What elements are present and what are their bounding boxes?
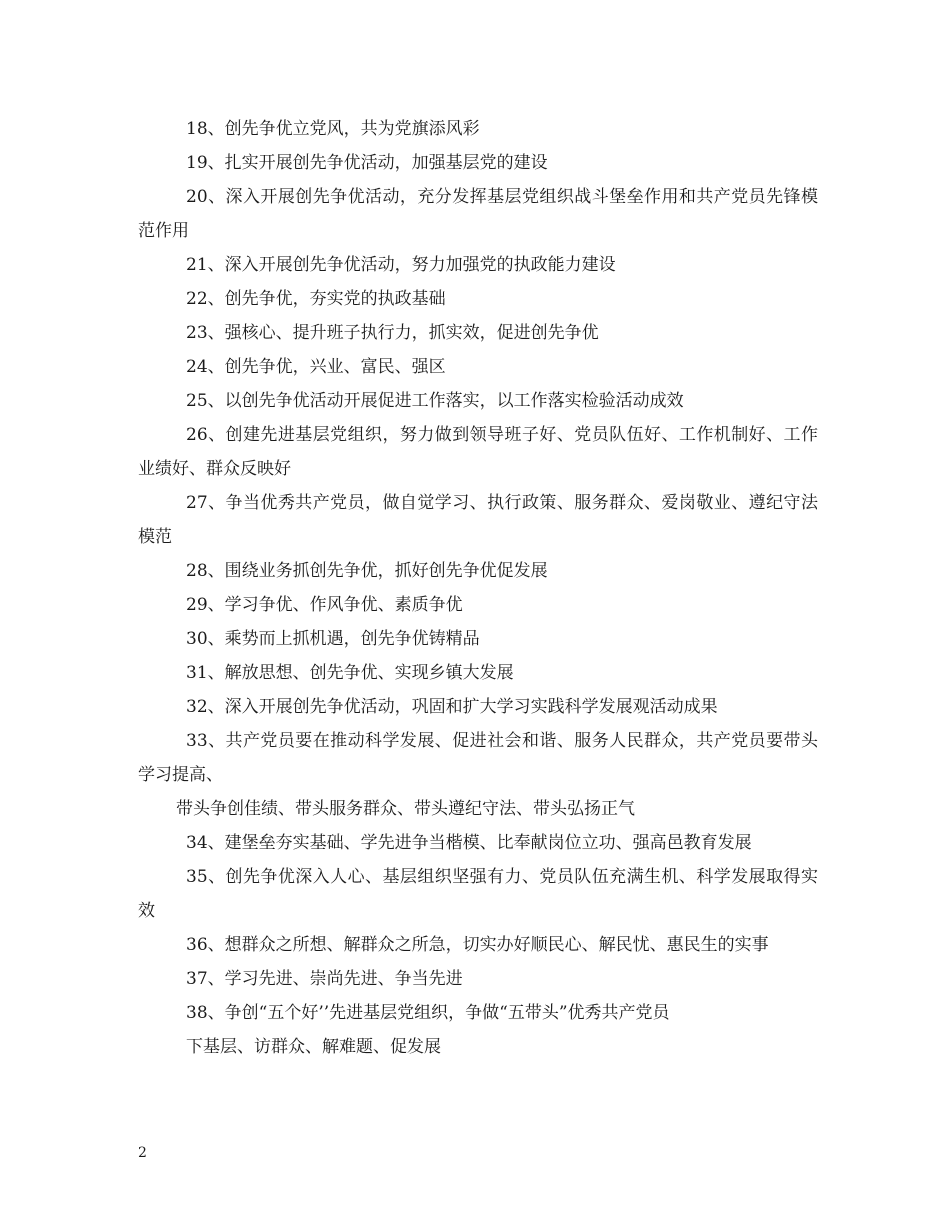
list-item: 32、深入开展创先争优活动，巩固和扩大学习实践科学发展观活动成果 <box>186 697 718 717</box>
list-item: 20、深入开展创先争优活动，充分发挥基层党组织战斗堡垒作用和共产党员先锋模范作用 <box>138 187 818 241</box>
list-item: 25、以创先争优活动开展促进工作落实，以工作落实检验活动成效 <box>186 391 684 411</box>
list-item: 27、争当优秀共产党员，做自觉学习、执行政策、服务群众、爱岗敬业、遵纪守法模范 <box>138 493 818 547</box>
list-item: 36、想群众之所想、解群众之所急，切实办好顺民心、解民忧、惠民生的实事 <box>186 935 769 955</box>
list-item: 22、创先争优，夯实党的执政基础 <box>186 289 446 309</box>
list-item: 19、扎实开展创先争优活动，加强基层党的建设 <box>186 153 548 173</box>
list-item: 30、乘势而上抓机遇，创先争优铸精品 <box>186 629 480 649</box>
list-item: 26、创建先进基层党组织，努力做到领导班子好、党员队伍好、工作机制好、工作业绩好、群众反映好 <box>138 425 818 479</box>
list-item: 31、解放思想、创先争优、实现乡镇大发展 <box>186 663 514 683</box>
list-item-continuation: 带头争创佳绩、带头服务群众、带头遵纪守法、带头弘扬正气 <box>176 799 635 819</box>
document-body <box>138 112 818 1064</box>
list-item: 21、深入开展创先争优活动，努力加强党的执政能力建设 <box>186 255 616 275</box>
list-item: 24、创先争优，兴业、富民、强区 <box>186 357 446 377</box>
list-item: 29、学习争优、作风争优、素质争优 <box>186 595 463 615</box>
list-item: 18、创先争优立党风，共为党旗添风彩 <box>186 119 480 139</box>
list-item: 28、围绕业务抓创先争优，抓好创先争优促发展 <box>186 561 548 581</box>
list-item-continuation: 下基层、访群众、解难题、促发展 <box>186 1037 441 1057</box>
list-item: 33、共产党员要在推动科学发展、促进社会和谐、服务人民群众，共产党员要带头学习提高、 <box>138 731 818 785</box>
list-item: 37、学习先进、崇尚先进、争当先进 <box>186 969 463 989</box>
page-number: 2 <box>138 1145 147 1161</box>
list-item: 23、强核心、提升班子执行力，抓实效，促进创先争优 <box>186 323 599 343</box>
list-item: 35、创先争优深入人心、基层组织坚强有力、党员队伍充满生机、科学发展取得实效 <box>138 867 818 921</box>
list-item: 34、建堡垒夯实基础、学先进争当楷模、比奉献岗位立功、强高邑教育发展 <box>186 833 752 853</box>
list-item: 38、争创“五个好’’先进基层党组织，争做“五带头”优秀共产党员 <box>186 1003 670 1023</box>
